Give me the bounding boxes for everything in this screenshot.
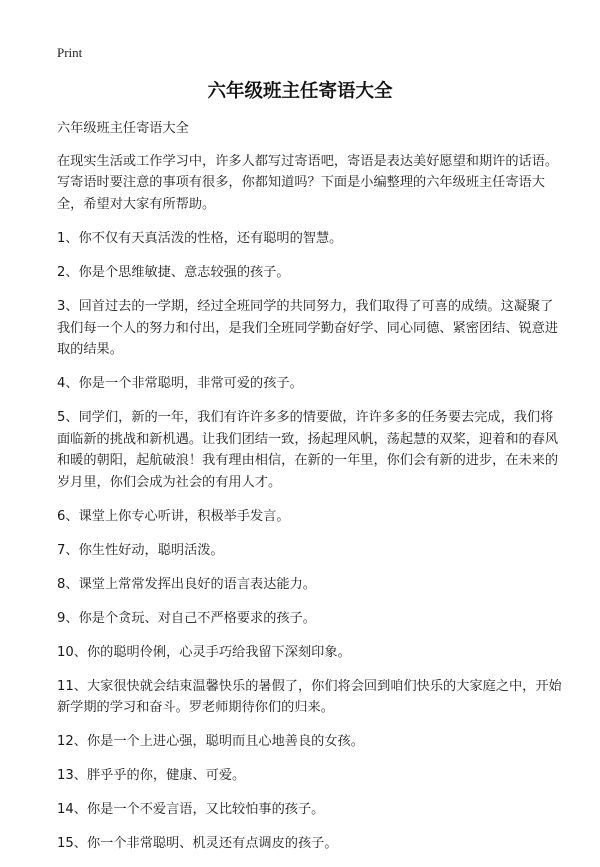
list-item: 8、课堂上常常发挥出良好的语言表达能力。: [57, 576, 316, 592]
list-item: 2、你是个思维敏捷、意志较强的孩子。: [57, 265, 290, 280]
intro-paragraph: 在现实生活或工作学习中，许多人都写过寄语吧，寄语是表达美好愿望和期许的话语。写寄语时要注意的事项有很多，你都知道吗？下面是小编整理的六年级班主任寄语大全，希望对大家有所帮助。: [57, 153, 559, 212]
list-item: 7、你生性好动，聪明活泼。: [57, 542, 224, 558]
list-item: 4、你是一个非常聪明，非常可爱的孩子。: [57, 376, 303, 391]
document-title: 六年级班主任寄语大全: [207, 81, 393, 102]
document-subtitle: 六年级班主任寄语大全: [57, 121, 189, 136]
list-item: 10、你的聪明伶俐，心灵手巧给我留下深刻印象。: [57, 644, 351, 660]
list-item: 9、你是个贪玩、对自己不严格要求的孩子。: [57, 610, 316, 626]
print-link[interactable]: Print: [57, 45, 83, 60]
document-body: [57, 118, 562, 867]
list-item: 11、大家很快就会结束温馨快乐的暑假了，你们将会回到咱们快乐的大家庭之中，开始新学期的学习和奋斗。罗老师期待你们的归来。: [57, 678, 562, 715]
list-item: 13、胖乎乎的你，健康、可爱。: [57, 768, 246, 783]
list-item: 6、课堂上你专心听讲，积极举手发言。: [57, 508, 290, 524]
list-item: 3、回首过去的一学期，经过全班同学的共同努力，我们取得了可喜的成绩。这凝聚了我们每一个人的努力和付出，是我们全班同学勤奋好学、同心同德、紧密团结、锐意进取的结果。: [57, 299, 559, 357]
list-item: 12、你是一个上进心强，聪明而且心地善良的女孩。: [57, 734, 364, 749]
list-item: 14、你是一个不爱言语，又比较怕事的孩子。: [57, 802, 325, 817]
list-item: 5、同学们，新的一年，我们有许许多多的情要做，许许多多的任务要去完成，我们将面临新的挑战和新机遇。让我们团结一致，扬起理风帆，荡起慧的双桨，迎着和的春风和暖的朝阳，起航破浪！我有理由相信，在新的一年里，你们会有新的进步，在未来的岁月里，你们会成为社会的有用人才。: [57, 410, 559, 490]
list-item: 15、你一个非常聪明、机灵还有点调皮的孩子。: [57, 836, 338, 851]
list-item: 1、你不仅有天真活泼的性格，还有聪明的智慧。: [57, 231, 343, 246]
